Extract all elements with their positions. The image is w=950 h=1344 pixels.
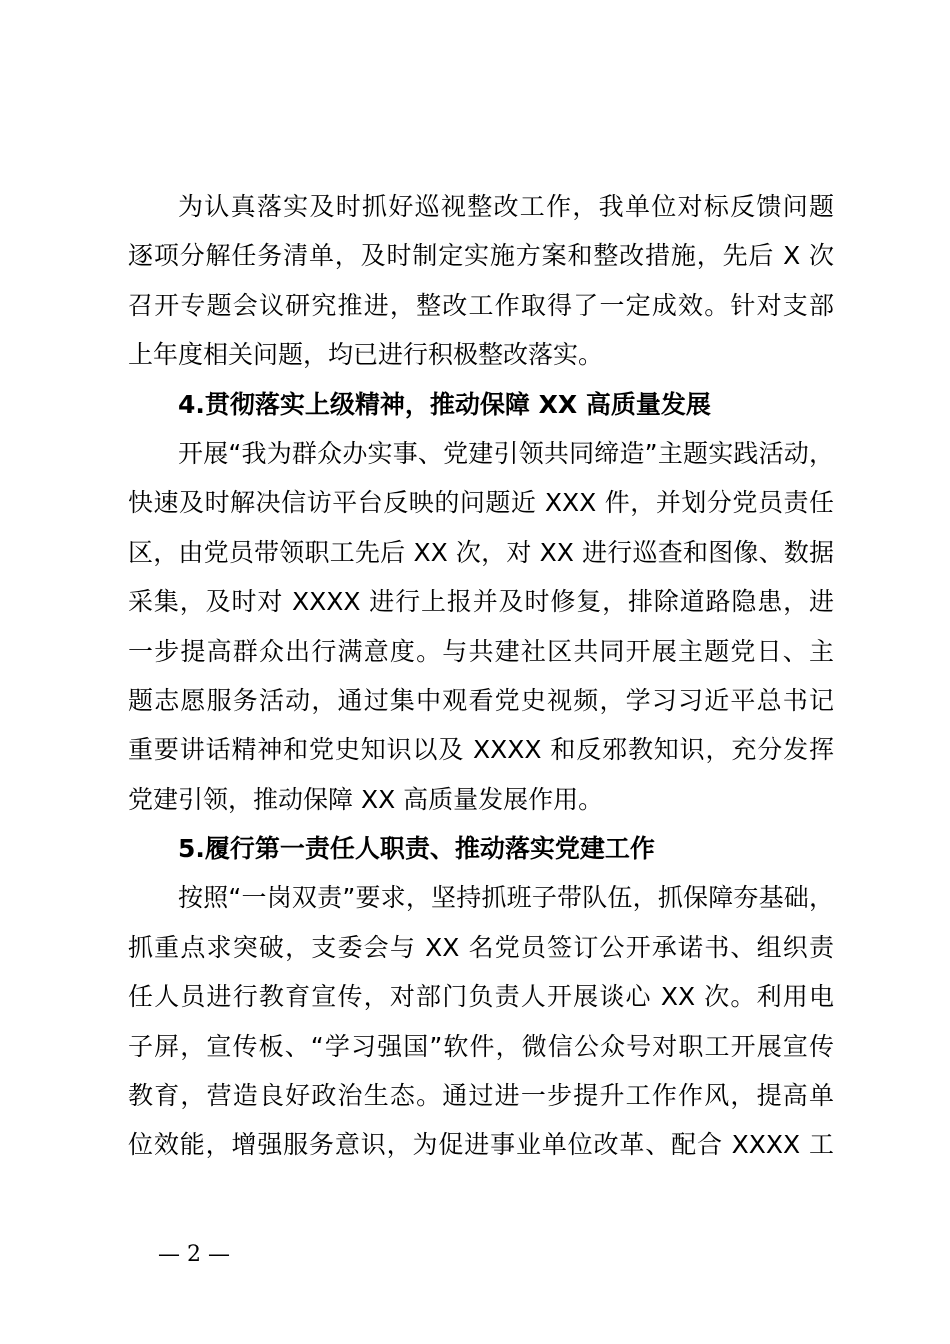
- paragraph-line: 逐项分解任务清单，及时制定实施方案和整改措施，先后 X 次: [128, 241, 834, 271]
- paragraph-line: 开展“我为群众办实事、党建引领共同缔造”主题实践活动，: [178, 438, 834, 468]
- document-body: [128, 182, 834, 1170]
- paragraph-line: 快速及时解决信访平台反映的问题近 XXX 件，并划分党员责任: [128, 488, 834, 518]
- paragraph-line: 任人员进行教育宣传，对部门负责人开展谈心 XX 次。利用电: [128, 982, 834, 1012]
- paragraph-line: 采集，及时对 XXXX 进行上报并及时修复，排除道路隐患，进: [128, 587, 834, 617]
- section-heading: 5.履行第一责任人职责、推动落实党建工作: [178, 834, 655, 864]
- section-heading: 4.贯彻落实上级精神，推动保障 XX 高质量发展: [178, 389, 711, 419]
- paragraph-line: 党建引领，推动保障 XX 高质量发展作用。: [128, 784, 604, 814]
- page-number: — 2 —: [158, 1242, 230, 1267]
- paragraph-line: 重要讲话精神和党史知识以及 XXXX 和反邪教知识，充分发挥: [128, 735, 834, 765]
- paragraph-line: 一步提高群众出行满意度。与共建社区共同开展主题党日、主: [128, 636, 834, 666]
- paragraph-line: 区，由党员带领职工先后 XX 次，对 XX 进行巡查和图像、数据: [128, 537, 834, 567]
- paragraph-line: 教育，营造良好政治生态。通过进一步提升工作作风，提高单: [128, 1081, 834, 1111]
- paragraph-line: 按照“一岗双责”要求，坚持抓班子带队伍，抓保障夯基础，: [178, 883, 834, 913]
- paragraph-line: 位效能，增强服务意识，为促进事业单位改革、配合 XXXX 工: [128, 1130, 834, 1160]
- paragraph-line: 召开专题会议研究推进，整改工作取得了一定成效。针对支部: [128, 290, 834, 320]
- paragraph-line: 子屏，宣传板、“学习强国”软件，微信公众号对职工开展宣传: [128, 1031, 834, 1061]
- paragraph-line: 抓重点求突破，支委会与 XX 名党员签订公开承诺书、组织责: [128, 932, 834, 962]
- paragraph-line: 上年度相关问题，均已进行积极整改落实。: [128, 340, 604, 370]
- paragraph-line: 题志愿服务活动，通过集中观看党史视频，学习习近平总书记: [128, 685, 834, 715]
- paragraph-line: 为认真落实及时抓好巡视整改工作，我单位对标反馈问题: [178, 192, 834, 221]
